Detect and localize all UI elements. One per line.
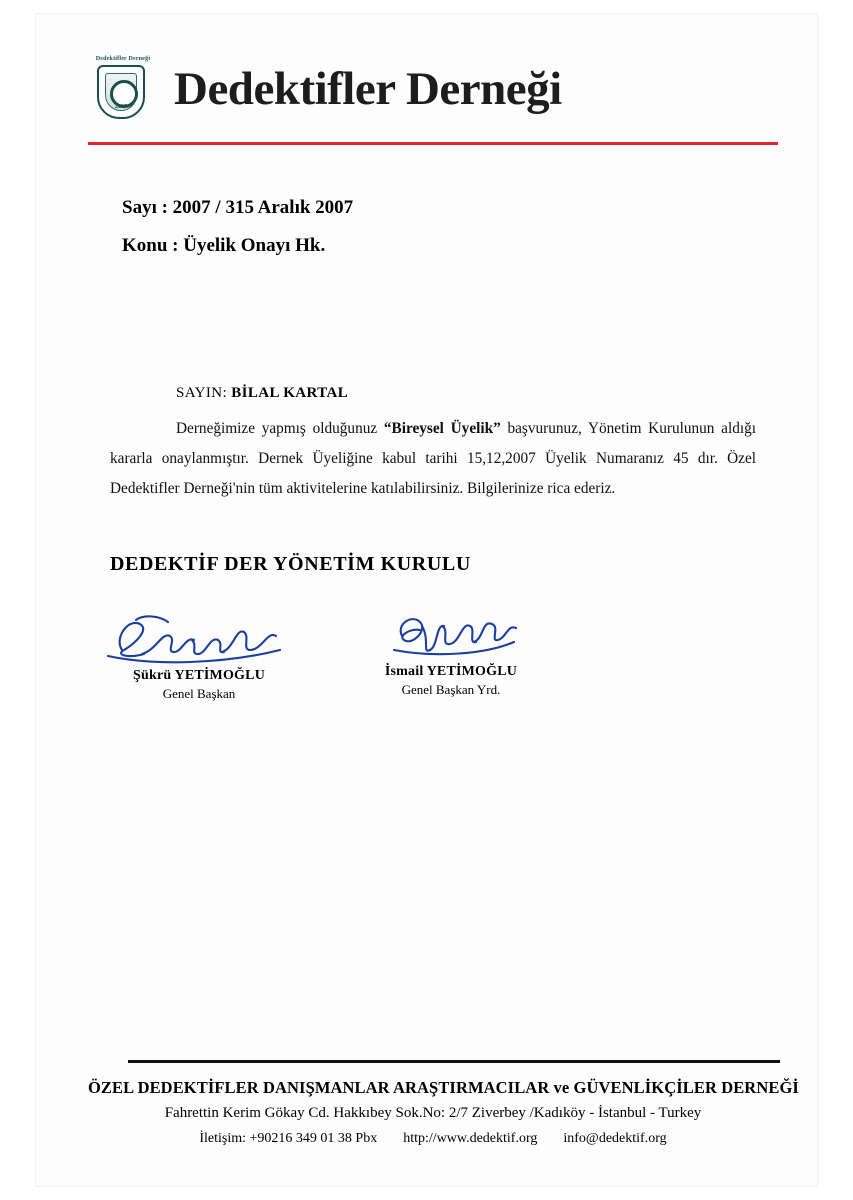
letter-body bbox=[110, 414, 756, 504]
logo-year: 2007 bbox=[115, 104, 127, 110]
signature-scribble-right bbox=[336, 606, 566, 664]
meta-sayi: Sayı : 2007 / 315 Aralık 2007 bbox=[122, 197, 354, 218]
logo-shield-shape bbox=[97, 65, 145, 119]
letter-sheet bbox=[36, 14, 817, 1186]
footer-email[interactable]: info@dedektif.org bbox=[563, 1131, 667, 1146]
logo-top-text: Dedektifler Derneği bbox=[95, 56, 151, 62]
signature-scribble-left bbox=[84, 610, 314, 668]
header-divider bbox=[88, 142, 778, 145]
signature-role-chairman: Genel Başkan bbox=[162, 686, 236, 701]
meta-konu: Konu : Üyelik Onayı Hk. bbox=[122, 235, 326, 256]
signature-mark-vice-chairman bbox=[336, 606, 566, 664]
document-meta bbox=[122, 189, 762, 265]
footer-address: Fahrettin Kerim Gökay Cd. Hakkıbey Sok.No: 2/7 Ziverbey /Kadıköy - İstanbul - Turkey bbox=[164, 1105, 702, 1121]
signature-block-vice-chairman bbox=[336, 606, 566, 698]
footer bbox=[88, 1076, 799, 1152]
signature-name-chairman: Şükrü YETİMOĞLU bbox=[132, 668, 265, 683]
footer-organization: ÖZEL DEDEKTİFLER DANIŞMANLAR ARAŞTIRMACILAR ve GÜVENLİKÇİLER DERNEĞİ bbox=[88, 1078, 799, 1097]
signature-name-vice-chairman: İsmail YETİMOĞLU bbox=[384, 664, 518, 679]
recipient-label: SAYIN: bbox=[176, 385, 228, 401]
recipient-line bbox=[176, 385, 348, 402]
association-logo-icon bbox=[88, 56, 154, 128]
body-part-1: Derneğimize yapmış olduğunuz bbox=[176, 420, 384, 437]
body-part-2: başvurunuz, Yönetim Kurulunun aldığı kararla onaylanmıştır. Dernek Üyeliğine kabul tarihi 15,12,2007 Üyelik Numaranız 45 dır. Özel Dedektifler Derneği'nin tüm aktivitelerine katılabilirsiniz. Bilgilerinize rica ederiz. bbox=[110, 420, 756, 497]
board-title: DEDEKTİF DER YÖNETİM KURULU bbox=[110, 553, 471, 575]
signature-mark-chairman bbox=[84, 610, 314, 668]
footer-contact bbox=[88, 1126, 778, 1152]
brand-title: Dedektifler Derneği bbox=[174, 63, 562, 115]
footer-website[interactable]: http://www.dedektif.org bbox=[403, 1131, 538, 1146]
signature-role-vice-chairman: Genel Başkan Yrd. bbox=[401, 682, 501, 697]
signature-block-chairman bbox=[84, 610, 314, 702]
footer-divider bbox=[128, 1060, 780, 1063]
letterhead bbox=[88, 52, 778, 138]
footer-phone: İletişim: +90216 349 01 38 Pbx bbox=[199, 1131, 378, 1146]
body-highlight: “Bireysel Üyelik” bbox=[383, 420, 501, 437]
recipient-name: BİLAL KARTAL bbox=[231, 385, 349, 401]
